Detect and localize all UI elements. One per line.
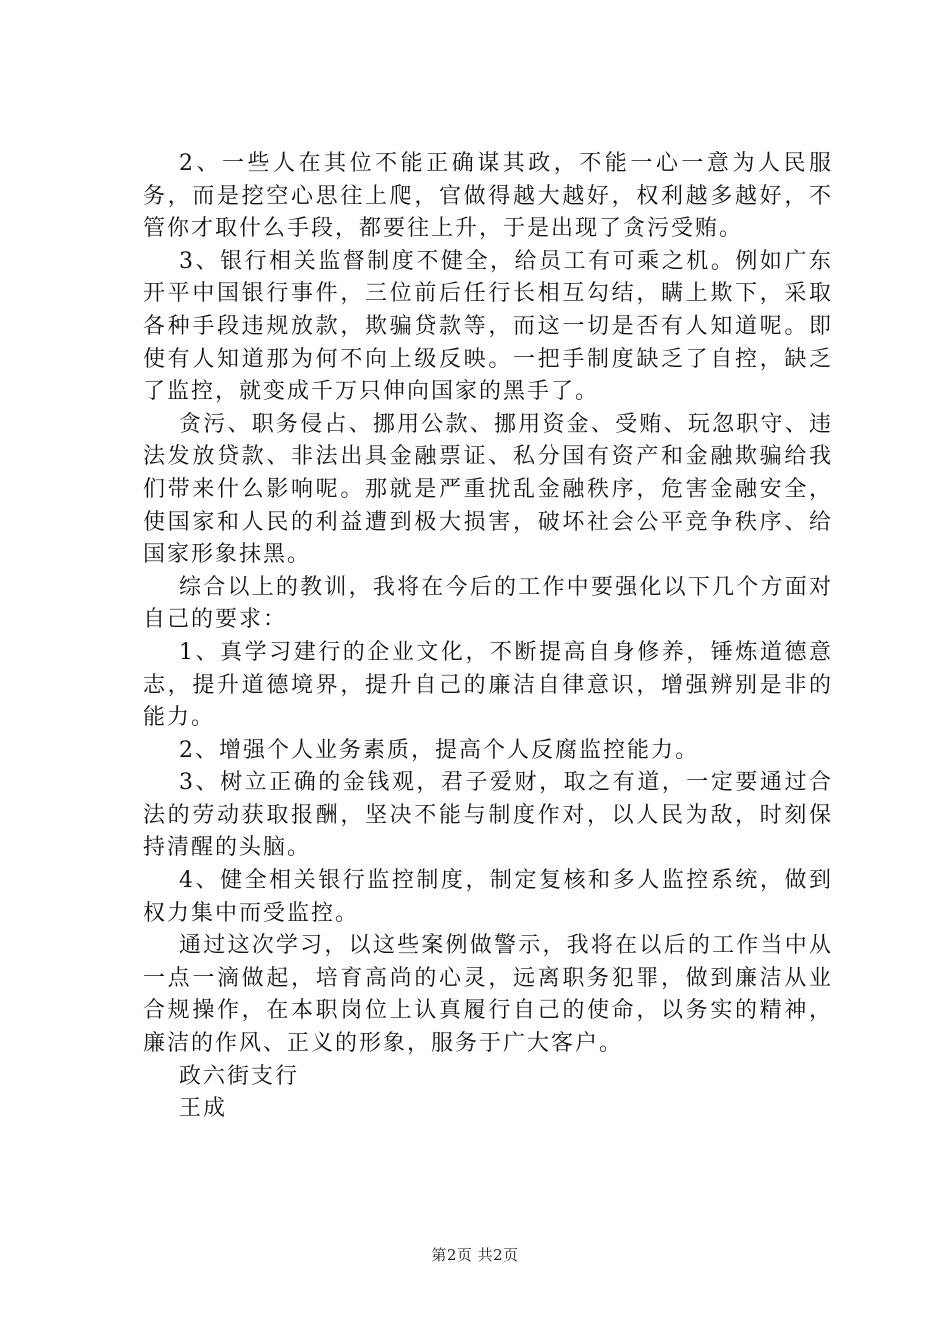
paragraph-impact: 贪污、职务侵占、挪用公款、挪用资金、受贿、玩忽职守、违法发放贷款、非法出具金融票证、私分国有资产和金融欺骗给我们带来什么影响呢。那就是严重扰乱金融秩序，危害金融安全，使国家和人民的利益遭到极大损害，破坏社会公平竞争秩序、给国家形象抹黑。 (143, 411, 833, 568)
paragraph-cause-3: 3、银行相关监督制度不健全，给员工有可乘之机。例如广东开平中国银行事件，三位前后任行长相互勾结，瞒上欺下，采取各种手段违规放款，欺骗贷款等，而这一切是否有人知道呢。即使有人知道那为何不向上级反映。一把手制度缺乏了自控，缺乏了监控，就变成千万只伸向国家的黑手了。 (143, 248, 833, 405)
signature-branch: 政六街支行 (179, 1063, 300, 1089)
paragraph-requirement-3: 3、树立正确的金钱观，君子爱财，取之有道，一定要通过合法的劳动获取报酬，坚决不能与制度作对，以人民为敌，时刻保持清醒的头脑。 (143, 770, 833, 861)
paragraph-requirement-4: 4、健全相关银行监控制度，制定复核和多人监控系统，做到权力集中而受监控。 (143, 868, 833, 926)
page-footer: 第2页 共2页 (431, 1246, 519, 1264)
paragraph-requirement-1: 1、真学习建行的企业文化，不断提高自身修养，锤炼道德意志，提升道德境界，提升自己的廉洁自律意识，增强辨别是非的能力。 (143, 639, 833, 731)
paragraph-conclusion: 通过这次学习，以这些案例做警示，我将在以后的工作当中从一点一滴做起，培育高尚的心灵，远离职务犯罪，做到廉洁从业合规操作，在本职岗位上认真履行自己的使命，以务实的精神，廉洁的作风、正义的形象，服务于广大客户。 (143, 933, 833, 1057)
signature-name: 王成 (179, 1096, 228, 1122)
paragraph-summary: 综合以上的教训，我将在今后的工作中要强化以下几个方面对自己的要求： (143, 574, 833, 633)
paragraph-requirement-2: 2、增强个人业务素质，提高个人反腐监控能力。 (179, 737, 699, 763)
document-body (143, 148, 833, 1126)
paragraph-cause-2: 2、一些人在其位不能正确谋其政，不能一心一意为人民服务，而是挖空心思往上爬，官做得越大越好，权利越多越好，不管你才取什么手段，都要往上升，于是出现了贪污受贿。 (143, 151, 833, 242)
